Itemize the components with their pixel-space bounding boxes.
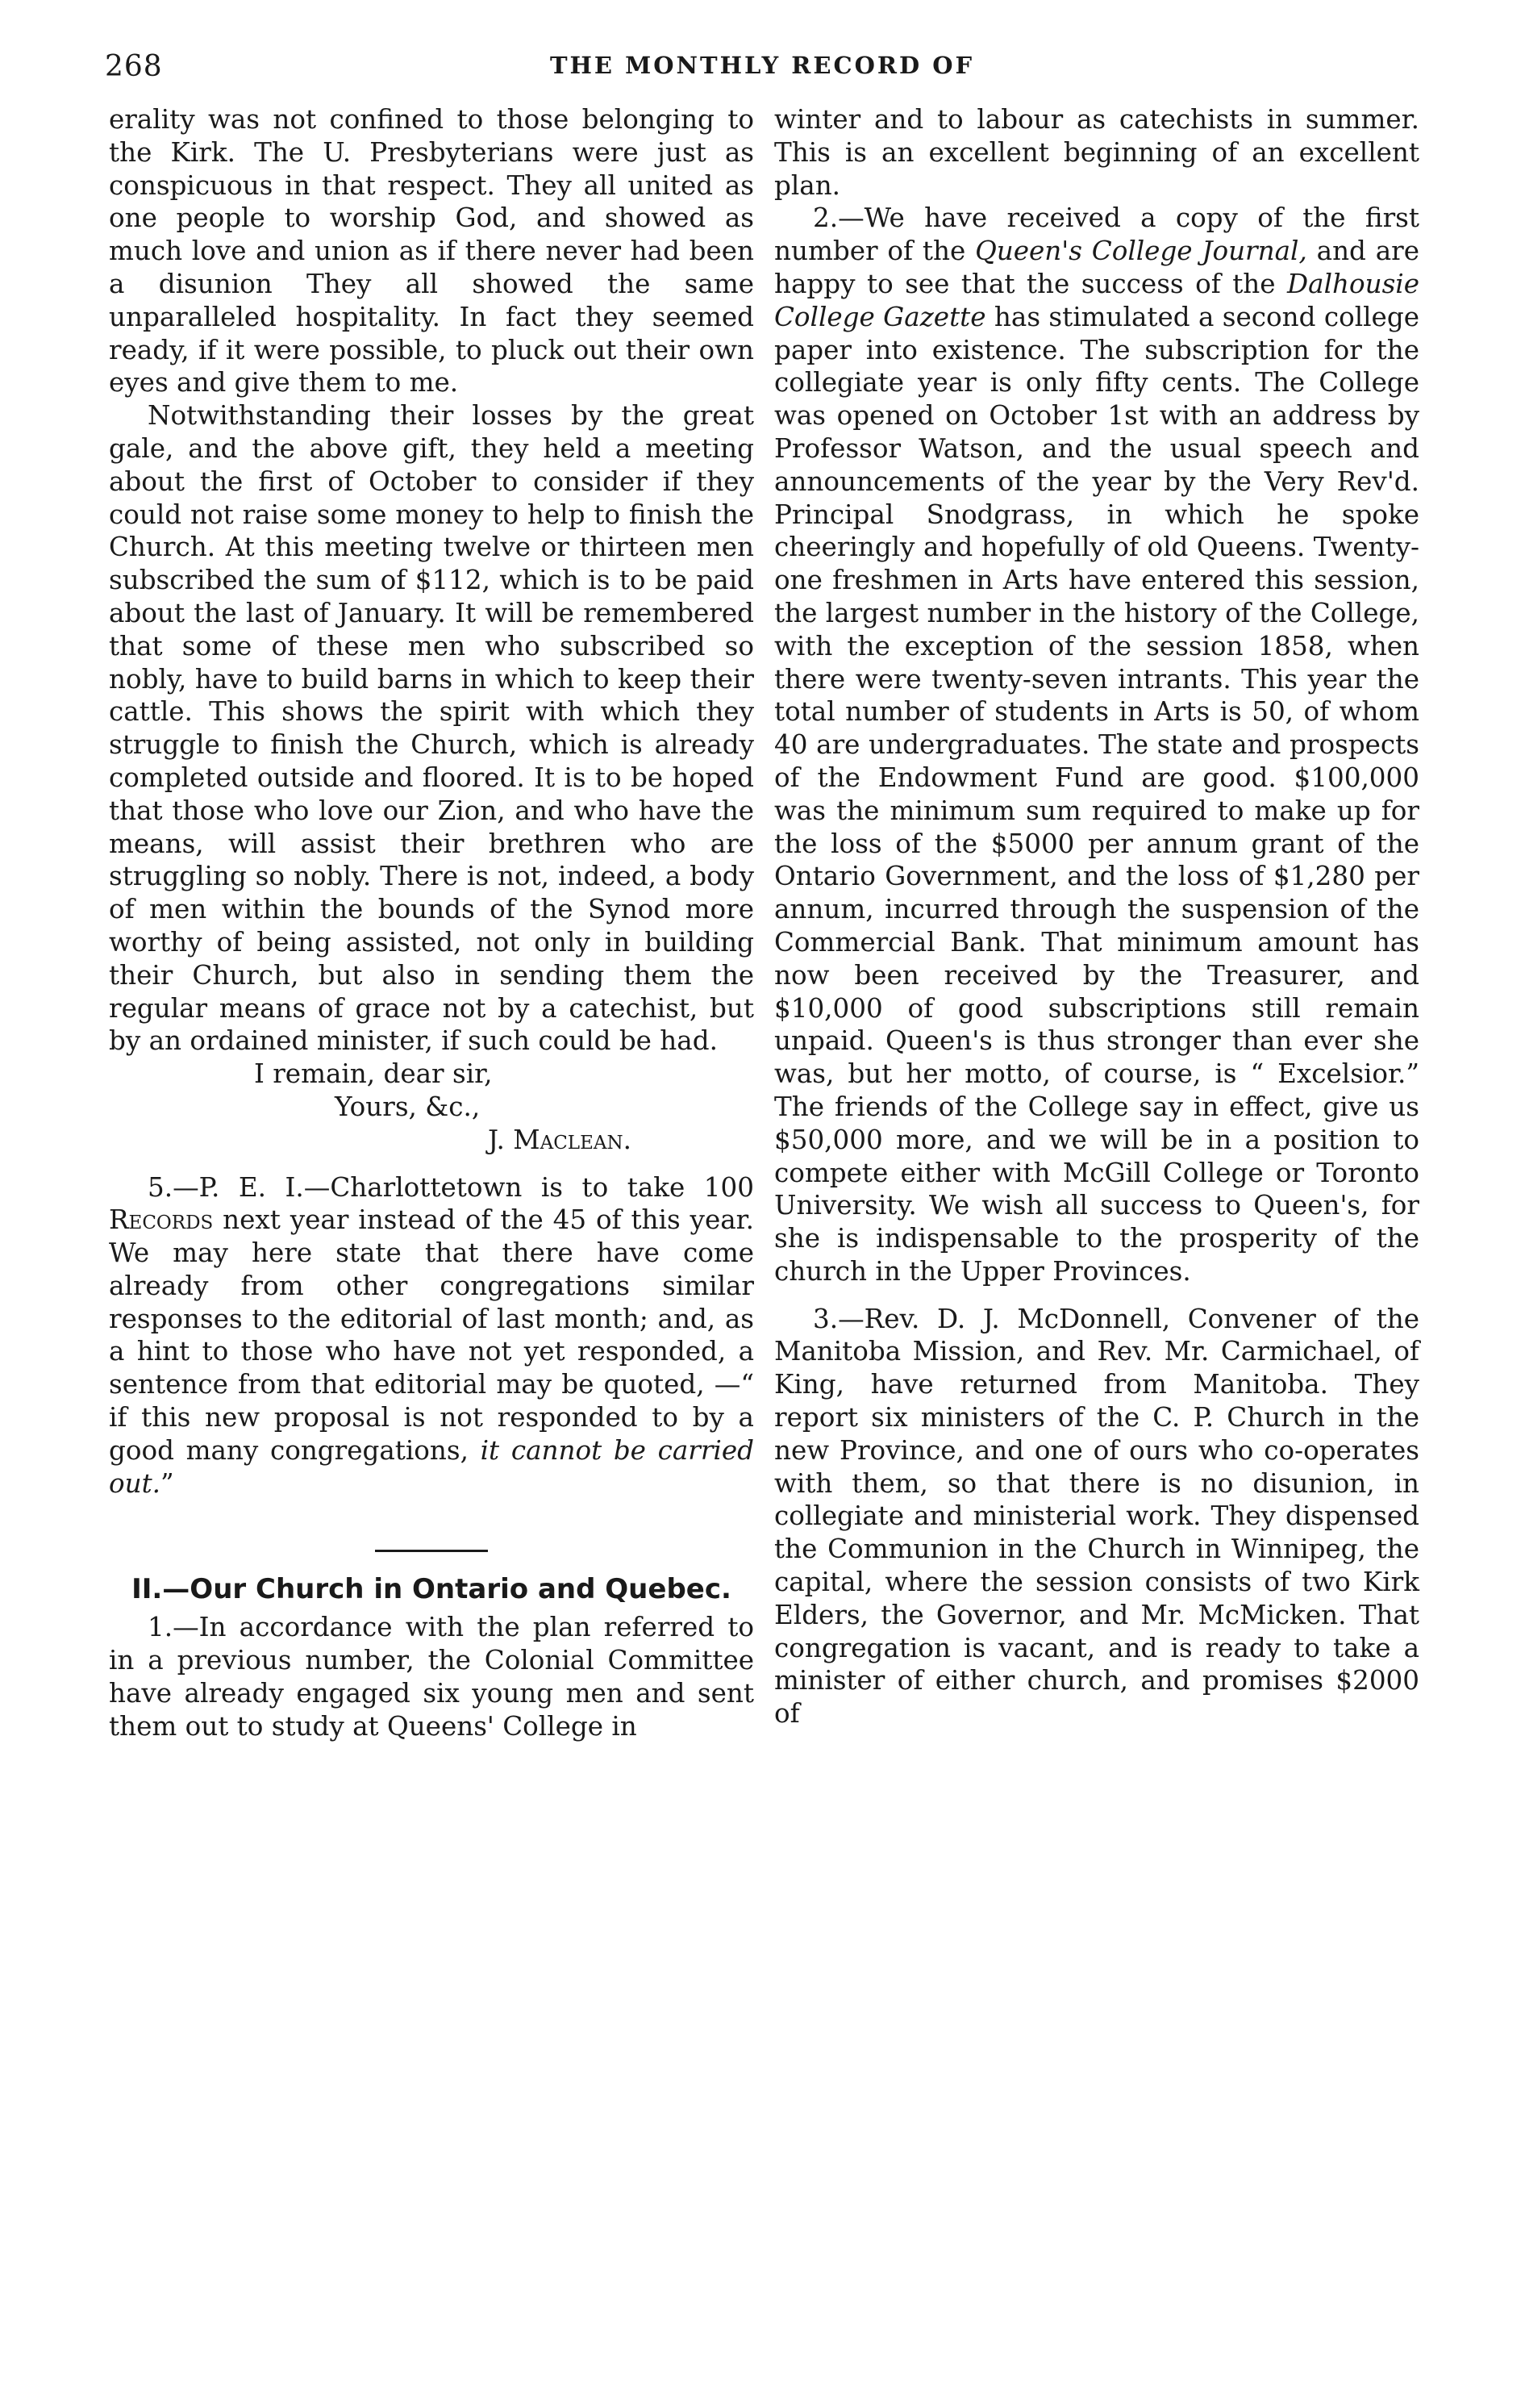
pei-italic-quote: it cannot be carried out. — [109, 1434, 754, 1499]
signature: J. Maclean. — [488, 1124, 631, 1155]
pei-text-b: next year instead of the 45 of this year. We may here state that there have come already from other congregations similar responses to the editorial of last month; and, as a hint to those who have not yet responded, a sentence from that editorial may be quoted, —“ if this new proposal is not responded to by a good many congregations, — [109, 1204, 754, 1466]
journal-text-b: and are happy to see that the success of the — [774, 236, 1420, 299]
section-heading: II.—Our Church in Ontario and Quebec. — [131, 1573, 731, 1606]
page-header — [105, 50, 1419, 90]
journal-title: Queen's College Journal, — [975, 236, 1307, 267]
section-divider — [375, 1550, 488, 1552]
pei-text-c: ” — [160, 1467, 174, 1499]
paragraph-catechists: winter and to labour as catechists in summer. This is an excellent beginning of an excellent plan. — [774, 104, 1419, 201]
left-column — [109, 103, 754, 1743]
closing-salutation: I remain, dear sir, — [254, 1058, 493, 1090]
gazette-title: Dalhousie College Gazette — [774, 268, 1419, 332]
page-number: 268 — [105, 50, 163, 83]
paragraph-gale: Notwithstanding their losses by the great gale, and the above gift, they held a meeting about the first of October to consider if they could not raise some money to help to finish the Church. At this meeting twelve or thirteen men subscribed the sum of $112, which is to be paid about the last of January. It will be remembered that some of these men who subscribed so nobly, have to build barns in which to keep their cattle. This shows the spirit with which they struggle to finish the Church, which is already completed outside and floored. It is to be hoped that those who love our Zion, and who have the means, will assist their brethren who are struggling so nobly. There is not, indeed, a body of men within the bounds of the Synod more worthy of being assisted, not only in building their Church, but also in sending them the regular means of grace not by a catechist, but by an ordained minister, if such could be had. — [109, 400, 754, 1057]
letter-closing — [109, 1058, 754, 1156]
paragraph-continuation: erality was not confined to those belonging to the Kirk. The U. Presbyterians were just as conspicuous in that respect. They all united as one people to worship God, and showed as much love and union as if there never had been a disunion They all showed the same unparalleled hospitality. In fact they seemed ready, if it were possible, to pluck out their own eyes and give them to me. — [109, 104, 754, 399]
pei-text-a: 5.—P. E. I.—Charlottetown is to take 100 — [148, 1171, 754, 1203]
right-column — [774, 103, 1419, 1730]
running-head: THE MONTHLY RECORD OF — [549, 52, 975, 79]
closing-yours: Yours, &c., — [335, 1091, 481, 1122]
paragraph-colonial-committee: 1.—In accordance with the plan referred to in a previous number, the Colonial Committee have already engaged six young men and sent them out to study at Queens' College in — [109, 1612, 754, 1742]
journal-text-c: has stimulated a second college paper into existence. The subscription for the collegiate year is only fifty cents. The College was opened on October 1st with an address by Professor Watson, and the usual speech and announcements of the year by the Very Rev'd. Principal Snodgrass, in which he spoke cheeringly and hopefully of old Queens. Twenty-one freshmen in Arts have entered this session, the largest number in the history of the College, with the exception of the session 1858, when there were twenty-seven intrants. This year the total number of students in Arts is 50, of whom 40 are undergraduates. The state and prospects of the Endowment Fund are good. $100,000 was the minimum sum required to make up for the loss of the $5000 per annum grant of the Ontario Government, and the loss of $1,280 per annum, incurred through the suspension of the Commercial Bank. That minimum amount has now been received by the Treasurer, and $10,000 of good subscriptions still remain unpaid. Queen's is thus stronger than ever she was, but her motto, of course, is “ Excelsior.” The friends of the College say in effect, give us $50,000 more, and we will be in a position to compete either with McGill College or Toronto University. We wish all success to Queen's, for she is indispensable to the prosperity of the church in the Upper Provinces. — [774, 301, 1419, 1287]
journal-text-a: 2.—We have received a copy of the first number of the — [774, 202, 1419, 267]
paragraph-queens-journal — [774, 202, 1419, 1287]
paragraph-pei — [109, 1171, 754, 1500]
records-word: Records — [109, 1204, 214, 1236]
paragraph-manitoba: 3.—Rev. D. J. McDonnell, Convener of the Manitoba Mission, and Rev. Mr. Carmichael, of King, have returned from Manitoba. They report six ministers of the C. P. Church in the new Province, and one of ours who co-operates with them, so that there is no disunion, in collegiate and ministerial work. They dispensed the Communion in the Church in Winnipeg, the capital, where the session consists of two Kirk Elders, the Governor, and Mr. McMicken. That congregation is vacant, and is ready to take a minister of either church, and promises $2000 of — [774, 1303, 1419, 1730]
